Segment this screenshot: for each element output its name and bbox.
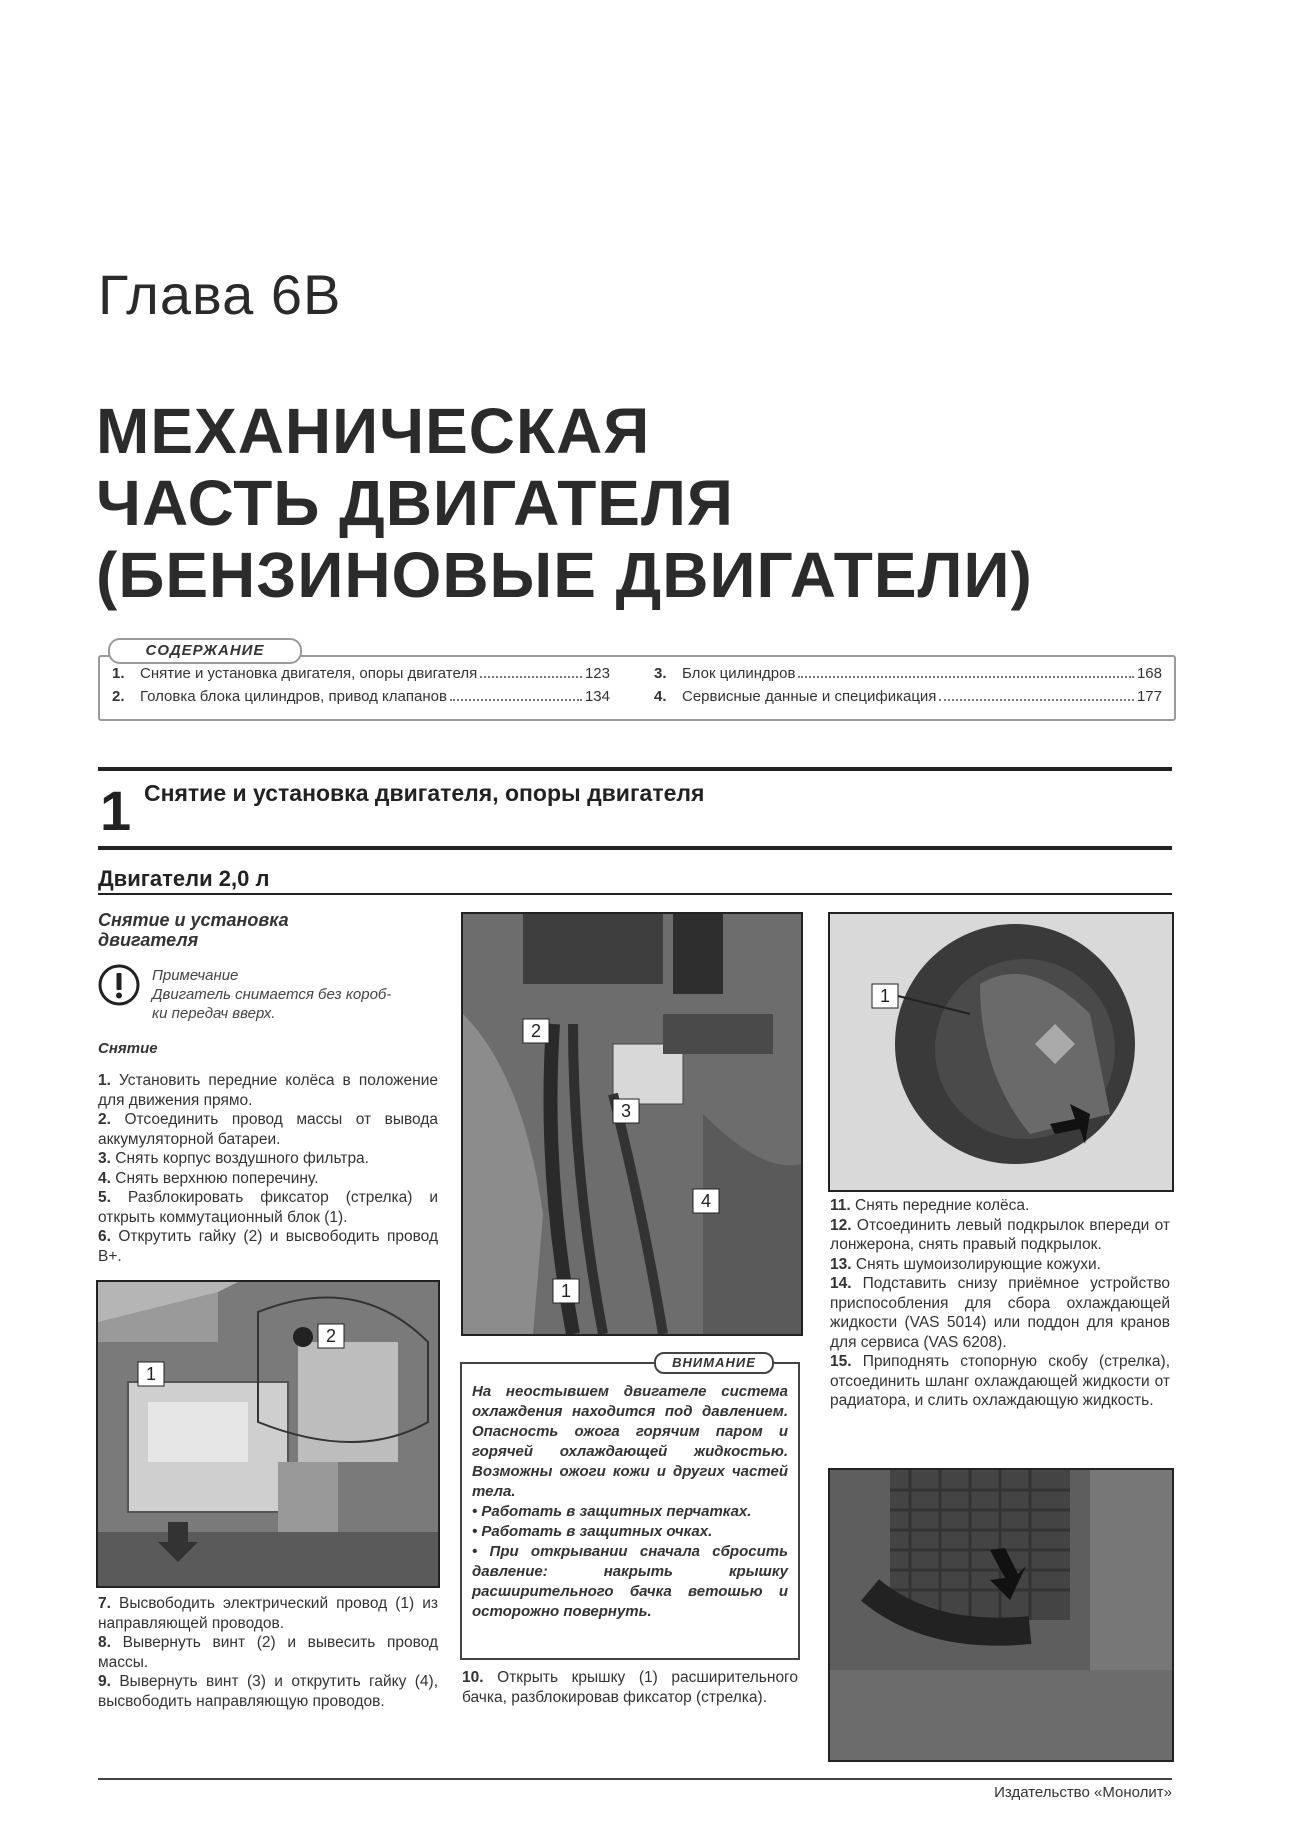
step-6 xyxy=(98,1227,438,1266)
photo1-label-1: 1 xyxy=(145,1364,157,1384)
warning-item: • При открывании сначала сбросить давление: накрыть крышку расширительного бачка ветошью и осторожно повернуть. xyxy=(472,1543,788,1620)
toc-text: Блок цилиндров xyxy=(682,665,796,682)
step-5 xyxy=(98,1188,438,1227)
step-text: Снять корпус воздушного фильтра. xyxy=(115,1150,369,1167)
section-rule-bottom xyxy=(98,846,1172,850)
step-8 xyxy=(98,1633,438,1672)
page-title xyxy=(96,395,1033,611)
warning-item: • Работать в защитных перчатках. xyxy=(472,1503,752,1520)
toc-dots xyxy=(798,665,1134,678)
toc-item-2[interactable] xyxy=(112,688,610,705)
step-1 xyxy=(98,1071,438,1110)
section-title: Снятие и установка двигателя, опоры двигателя xyxy=(144,780,705,806)
toc-text: Головка блока цилиндров, привод клапанов xyxy=(140,688,447,705)
step-num: 11. xyxy=(830,1197,851,1214)
step-num: 5. xyxy=(98,1189,111,1206)
col2-steps xyxy=(462,1668,798,1707)
publisher-footer: Издательство «Монолит» xyxy=(994,1784,1172,1801)
step-text: Разблокировать фиксатор (стрелка) и открыть коммутационный блок (1). xyxy=(98,1189,438,1226)
step-11 xyxy=(830,1196,1170,1216)
step-7 xyxy=(98,1594,438,1633)
toc-page: 123 xyxy=(584,665,610,682)
step-num: 2. xyxy=(98,1111,111,1128)
step-text: Вывернуть винт (3) и открутить гайку (4), высвободить направляющую проводов. xyxy=(98,1673,438,1710)
step-text: Открутить гайку (2) и высвободить провод В+. xyxy=(98,1228,438,1265)
subsection-title: Двигатели 2,0 л xyxy=(98,866,270,891)
step-num: 6. xyxy=(98,1228,111,1245)
toc-item-3[interactable] xyxy=(654,665,1162,682)
step-text: Установить передние колёса в положение для движения прямо. xyxy=(98,1072,439,1109)
step-num: 13. xyxy=(830,1255,852,1273)
title-line-1: МЕХАНИЧЕСКАЯ xyxy=(96,395,651,467)
photo3-label-1: 1 xyxy=(879,986,891,1006)
step-text: Открыть крышку (1) расширительного бачка, разблокировав фиксатор (стрелка). xyxy=(462,1669,798,1706)
title-line-2: ЧАСТЬ ДВИГАТЕЛЯ xyxy=(96,467,734,539)
step-13 xyxy=(830,1255,1170,1275)
photo2-label-3: 3 xyxy=(620,1101,632,1121)
step-15 xyxy=(830,1352,1170,1411)
toc-page: 177 xyxy=(1136,688,1162,705)
exclamation-icon xyxy=(98,964,140,1006)
toc-dots xyxy=(939,688,1134,701)
photo-expansion-tank-cap xyxy=(828,912,1174,1192)
photo2-label-2: 2 xyxy=(530,1021,542,1041)
toc-num: 1. xyxy=(112,665,125,682)
toc-label: СОДЕРЖАНИЕ xyxy=(108,638,302,664)
toc-page: 134 xyxy=(584,688,610,705)
col1-heading-line: двигателя xyxy=(98,930,199,950)
step-text: Подставить снизу приёмное устройство приспособления для сбора охлаждающей жидкости (VAS 5014) или поддон для кранов для сервиса (VAS 6208). xyxy=(830,1275,1170,1351)
step-num: 1. xyxy=(98,1072,111,1089)
warning-paragraph: На неостывшем двигателе система охлаждения находится под давлением. Опасность ожога горячим паром и горячей охлаждающей жидкостью. Возможны ожоги кожи и других частей тела. xyxy=(472,1383,788,1500)
step-2 xyxy=(98,1110,438,1149)
step-12 xyxy=(830,1216,1170,1255)
col1-heading-line: Снятие и установка xyxy=(98,910,289,930)
col1-heading xyxy=(98,910,438,950)
section-rule-top xyxy=(98,767,1172,771)
toc-num: 3. xyxy=(654,665,667,682)
step-3 xyxy=(98,1149,438,1169)
note-text-line: ки передач вверх. xyxy=(152,1005,276,1022)
step-num: 12. xyxy=(830,1216,852,1234)
step-text: Снять передние колёса. xyxy=(855,1197,1030,1214)
removal-subheading: Снятие xyxy=(98,1040,158,1057)
step-num: 8. xyxy=(98,1634,111,1651)
toc-page: 168 xyxy=(1136,665,1162,682)
warning-label: ВНИМАНИЕ xyxy=(654,1352,774,1374)
step-text: Высвободить электрический провод (1) из направляющей проводов. xyxy=(98,1595,438,1632)
step-text: Вывернуть винт (2) и вывесить провод массы. xyxy=(98,1634,438,1671)
step-4 xyxy=(98,1169,438,1189)
photo2-label-1: 1 xyxy=(560,1281,572,1301)
col1-steps-a xyxy=(98,1071,438,1266)
step-text: Отсоединить левый подкрылок впереди от лонжерона, снять правый подкрылок. xyxy=(830,1216,1171,1253)
step-num: 3. xyxy=(98,1150,111,1167)
step-text: Снять верхнюю поперечину. xyxy=(115,1169,319,1187)
step-text: Отсоединить провод массы от вывода аккумуляторной батареи. xyxy=(98,1111,438,1148)
warning-text xyxy=(472,1382,788,1622)
step-num: 4. xyxy=(98,1169,111,1187)
section-number: 1 xyxy=(100,779,132,842)
subsection-rule xyxy=(98,893,1172,895)
toc-dots xyxy=(480,665,582,678)
photo2-label-4: 4 xyxy=(700,1191,712,1211)
note-block xyxy=(152,966,442,1023)
toc-dots xyxy=(450,688,582,701)
step-num: 15. xyxy=(830,1353,852,1370)
toc-num: 4. xyxy=(654,688,667,705)
photo-wiring-harness xyxy=(461,912,803,1336)
step-num: 14. xyxy=(830,1275,852,1292)
step-num: 7. xyxy=(98,1595,111,1612)
toc-text: Сервисные данные и спецификация xyxy=(682,688,937,705)
title-line-3: (БЕНЗИНОВЫЕ ДВИГАТЕЛИ) xyxy=(96,539,1033,611)
note-label: Примечание xyxy=(152,967,239,984)
toc-text: Снятие и установка двигателя, опоры двигателя xyxy=(140,665,478,682)
step-10 xyxy=(462,1668,798,1707)
col1-steps-b xyxy=(98,1594,438,1711)
step-text: Приподнять стопорную скобу (стрелка), отсоединить шланг охлаждающей жидкости от радиатора, и слить охлаждающую жидкость. xyxy=(830,1353,1171,1409)
chapter-label: Глава 6В xyxy=(98,263,342,326)
note-text-line: Двигатель снимается без короб- xyxy=(152,986,392,1003)
step-num: 10. xyxy=(462,1669,484,1686)
toc-item-4[interactable] xyxy=(654,688,1162,705)
photo-junction-box xyxy=(96,1280,440,1588)
step-14 xyxy=(830,1274,1170,1352)
step-9 xyxy=(98,1672,438,1711)
photo1-label-2: 2 xyxy=(325,1326,337,1346)
step-text: Снять шумоизолирующие кожухи. xyxy=(855,1255,1101,1273)
toc-item-1[interactable] xyxy=(112,665,610,682)
footer-rule xyxy=(98,1778,1172,1780)
col3-steps xyxy=(830,1196,1170,1411)
warning-item: • Работать в защитных очках. xyxy=(472,1523,713,1540)
photo-radiator-hose xyxy=(828,1468,1174,1762)
toc-num: 2. xyxy=(112,688,125,705)
step-num: 9. xyxy=(98,1673,111,1690)
toc-box xyxy=(98,655,1176,721)
